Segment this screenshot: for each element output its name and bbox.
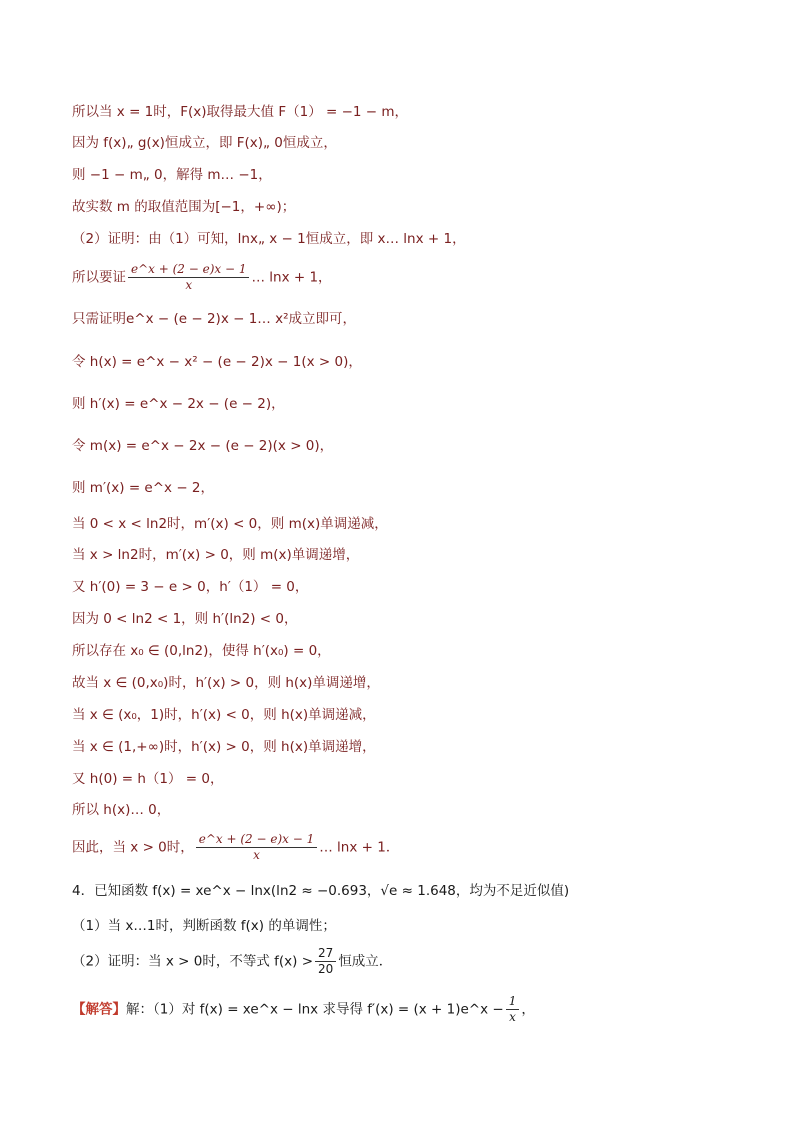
text-line: 所以 h(x)… 0， (72, 802, 171, 818)
answer-line (72, 994, 535, 1025)
fraction (196, 832, 317, 863)
text-line: 只需证明e^x − (e − 2)x − 1… x²成立即可， (72, 311, 356, 327)
text-line: 故当 x ∈ (0,x₀)时，h′(x) > 0，则 h(x)单调递增， (72, 675, 380, 691)
text-line: 当 x ∈ (x₀，1)时，h′(x) < 0，则 h(x)单调递减， (72, 707, 376, 723)
fraction-denominator: x (185, 278, 193, 292)
fraction (128, 262, 249, 293)
answer-tag: 【解答】 (72, 1001, 126, 1018)
text-line: 当 x ∈ (1,+∞)时，h′(x) > 0，则 h(x)单调递增， (72, 739, 376, 755)
fraction-numerator: 27 (315, 946, 336, 962)
text-line: 当 0 < x < ln2时，m′(x) < 0，则 m(x)单调递减， (72, 516, 388, 532)
fraction-suffix: … lnx + 1， (251, 269, 332, 286)
fraction (506, 994, 520, 1025)
fraction-line (72, 262, 332, 293)
fraction-prefix: 所以要证 (72, 269, 126, 286)
fraction-numerator: e^x + (2 − e)x − 1 (196, 832, 317, 848)
fraction (315, 946, 336, 977)
text-line: 则 m′(x) = e^x − 2， (72, 480, 215, 496)
fraction-denominator: 20 (318, 962, 334, 976)
text-line: 因为 f(x)„ g(x)恒成立，即 F(x)„ 0恒成立， (72, 135, 337, 151)
fraction-suffix: 恒成立． (338, 953, 393, 970)
text-line: 令 h(x) = e^x − x² − (e − 2)x − 1(x > 0)， (72, 354, 362, 370)
text-line: 又 h′(0) = 3 − e > 0，h′（1） = 0， (72, 579, 309, 595)
question-line: （1）当 x…1时，判断函数 f(x) 的单调性； (72, 918, 336, 934)
text-line: 又 h(0) = h（1） = 0， (72, 771, 224, 787)
fraction-denominator: x (253, 848, 260, 862)
text-line: 令 m(x) = e^x − 2x − (e − 2)(x > 0)， (72, 438, 334, 454)
text-line: （2）证明：由（1）可知，lnx„ x − 1恒成立，即 x… lnx + 1， (72, 231, 466, 247)
fraction-line (72, 832, 399, 863)
fraction-numerator: 1 (506, 994, 520, 1010)
text-line: 所以存在 x₀ ∈ (0,ln2)，使得 h′(x₀) = 0， (72, 643, 331, 659)
text-line: 则 −1 − m„ 0，解得 m… −1， (72, 167, 272, 183)
fraction-numerator: e^x + (2 − e)x − 1 (128, 262, 249, 278)
text-line: 所以当 x = 1时，F(x)取得最大值 F（1） = −1 − m， (72, 104, 409, 120)
text-line: 当 x > ln2时，m′(x) > 0，则 m(x)单调递增， (72, 547, 360, 563)
text-line: 因为 0 < ln2 < 1，则 h′(ln2) < 0， (72, 611, 298, 627)
answer-text: 解：（1）对 f(x) = xe^x − lnx 求导得 f′(x) = (x + 1)e^x − (126, 1001, 504, 1018)
fraction-suffix: … lnx + 1． (319, 839, 400, 856)
fraction-prefix: 因此，当 x > 0时， (72, 839, 194, 856)
fraction-prefix: （2）证明：当 x > 0时，不等式 f(x) > (72, 953, 314, 970)
answer-suffix: ， (521, 1001, 535, 1018)
fraction-line (72, 946, 392, 977)
text-line: 故实数 m 的取值范围为[−1，+∞)； (72, 199, 296, 215)
text-line: 则 h′(x) = e^x − 2x − (e − 2)， (72, 396, 285, 412)
fraction-denominator: x (509, 1010, 516, 1024)
question-line: 4．已知函数 f(x) = xe^x − lnx(ln2 ≈ −0.693，√e ≈ 1.648，均为不足近似值) (72, 883, 570, 899)
